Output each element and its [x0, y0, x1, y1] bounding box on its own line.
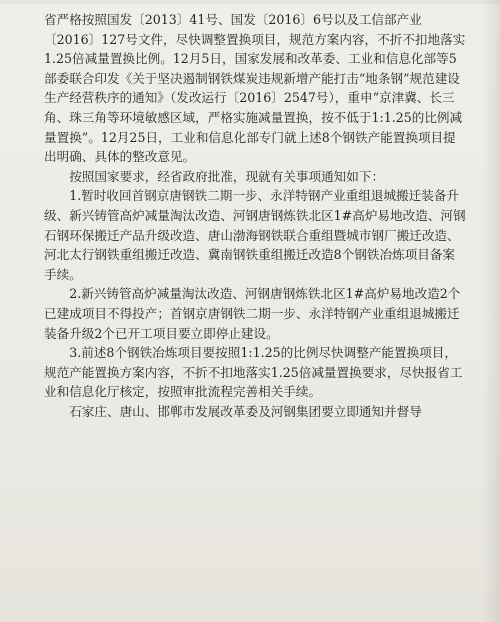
top-edge-shadow	[0, 0, 500, 4]
paragraph-3: 1.暂时收回首钢京唐钢铁二期一步、永洋特钢产业重组退城搬迁装备升级、新兴铸管高炉减量淘汰改造、河钢唐钢炼铁北区1#高炉易地改造、河钢石钢环保搬迁产品升级改造、唐山渤海钢铁联合重组暨城市钢厂搬迁改造、河北太行钢铁重组搬迁改造、冀南钢铁重组搬迁改造8个钢铁冶炼项目备案手续。	[44, 188, 466, 282]
right-edge-shadow	[482, 0, 500, 622]
paragraph-1: 省严格按照国发〔2013〕41号、国发〔2016〕6号以及工信部产业〔2016〕127号文件，尽快调整置换项目，规范方案内容，不折不扣地落实1.25倍减量置换比例。12月5日，国家发展和改革委、工业和信息化部等5部委联合印发《关于坚决遏制钢铁煤炭违规新增产能打击“地条钢”规范建设生产经营秩序的通知》（发改运行〔2016〕2547号），重申“京津冀、长三角、珠三角等环境敏感区域，严格实施减量置换，按不低于1:1.25的比例减量置换”。12月25日，工业和信息化部专门就上述8个钢铁产能置换项目提出明确、具体的整改意见。	[44, 12, 466, 165]
paragraph-6: 石家庄、唐山、邯郸市发展改革委及河钢集团要立即通知并督导	[69, 403, 422, 419]
paragraph-5: 3.前述8个钢铁冶炼项目要按照1:1.25的比例尽快调整产能置换项目，规范产能置换方案内容，不折不扣地落实1.25倍减量置换要求，尽快报省工业和信息化厅核定，按照审批流程完善相关手续。	[44, 345, 463, 400]
paragraph-4: 2.新兴铸管高炉减量淘汰改造、河钢唐钢炼铁北区1#高炉易地改造2个已建成项目不得投产；首钢京唐钢铁二期一步、永洋特钢产业重组退城搬迁装备升级2个已开工项目要立即停止建设。	[44, 286, 461, 341]
paragraph-2: 按照国家要求，经省政府批准，现就有关事项通知如下：	[69, 168, 385, 184]
